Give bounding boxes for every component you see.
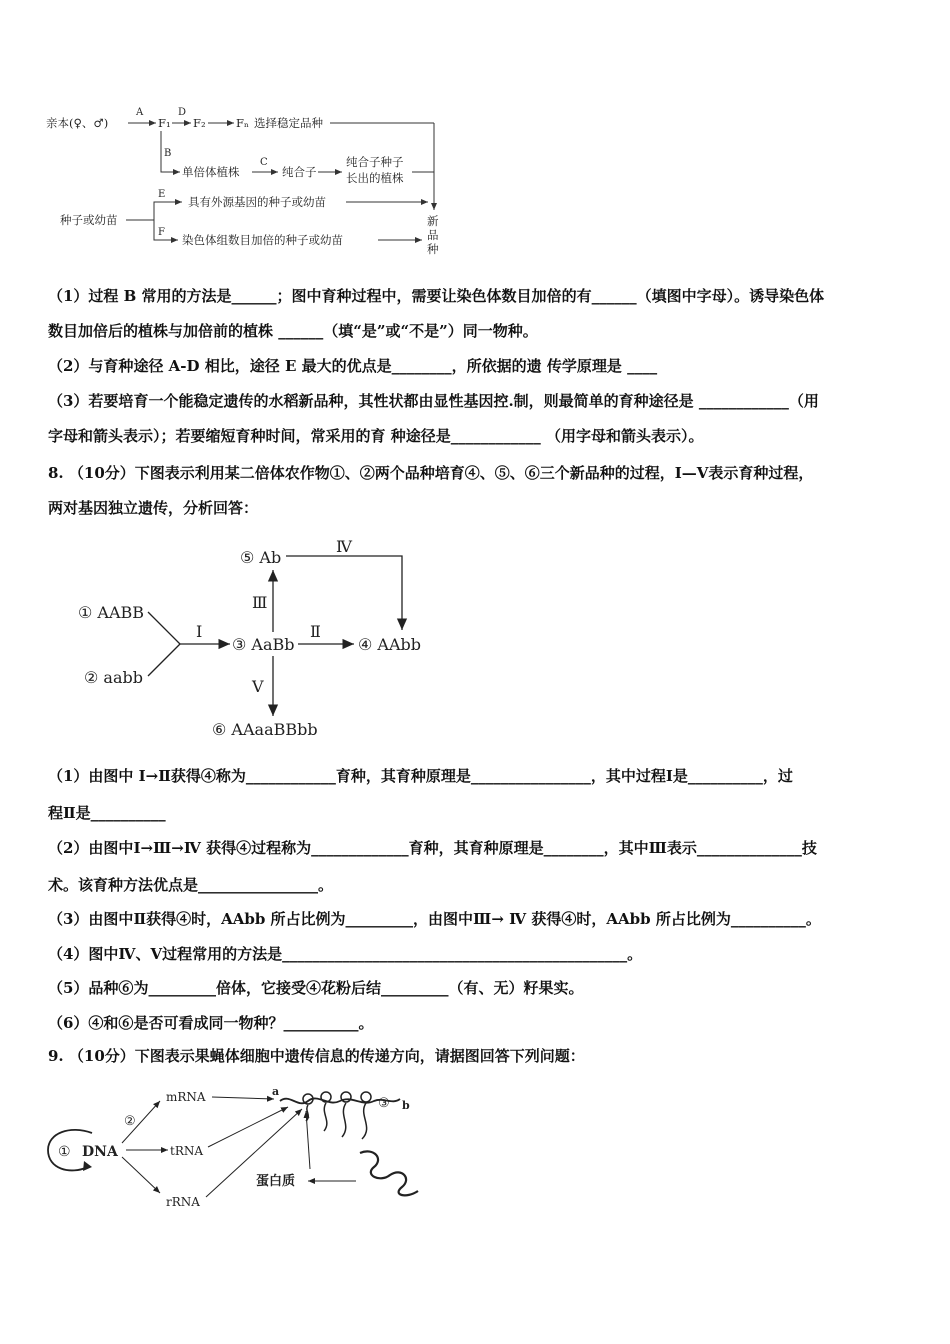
parent-label: 亲本(♀、♂) [46,116,109,130]
q8-line-1: （1）由图中 Ⅰ→Ⅱ获得④称为____________育种，其育种原理是________________，其中过程Ⅰ是__________，过 [48,767,793,785]
label-a: a [272,1085,280,1098]
label-C: C [260,157,268,168]
node-AaBb: ③ AaBb [232,635,295,654]
genotype-breeding-diagram [70,530,440,745]
q8-line-6: （4）图中Ⅳ、Ⅴ过程常用的方法是______________________________________________。 [48,945,643,963]
node-Ab: ⑤ Ab [240,548,282,567]
label-I: Ⅰ [196,622,203,641]
cross-line-lower [148,644,180,676]
ribosome-group [303,1092,371,1139]
new-variety-1: 新 [427,214,439,228]
label-IV: Ⅳ [336,537,352,556]
q7-line-1: （1）过程 B 常用的方法是______；图中育种过程中，需要让染色体数目加倍的有______（填图中字母）。诱导染色体 [48,287,825,305]
cross-line-upper [148,612,180,644]
node-AAbb: ④ AAbb [358,635,422,654]
label-circle-1: ① [58,1144,71,1160]
q9-title: 9. （10分）下图表示果蝇体细胞中遗传信息的传递方向，请据图回答下列问题： [48,1047,585,1065]
label-circle-2: ② [124,1114,136,1129]
label-F1: F₁ [158,116,171,130]
label-III: Ⅲ [252,593,268,612]
dna-label: DNA [82,1144,118,1160]
label-circle-3: ③ [378,1096,390,1111]
label-E: E [158,189,166,200]
q7-line-4: （3）若要培育一个能稳定遗传的水稻新品种，其性状都由显性基因控.制，则最简单的育种途径是 ____________（用 [48,392,819,410]
seed-label: 种子或幼苗 [60,213,118,227]
chrom-double-label: 染色体组数目加倍的种子或幼苗 [182,233,343,247]
q8-title-2: 两对基因独立遗传，分析回答： [48,499,259,517]
label-B: B [164,148,172,159]
q8-line-2: 程Ⅱ是__________ [48,804,166,822]
label-b: b [402,1099,410,1112]
select-stable-label: 选择稳定品种 [254,116,323,130]
q8-line-4: 术。该育种方法优点是________________。 [48,876,334,894]
pure-seed-label-2: 长出的植株 [346,171,404,185]
trna-label: tRNA [170,1144,204,1158]
node-aabb-parent1: ① AABB [78,603,145,622]
label-F2: F₂ [193,116,206,130]
q8-line-5: （3）由图中Ⅱ获得④时，AAbb 所占比例为_________，由图中Ⅲ→ Ⅳ 获得④时，AAbb 所占比例为__________。 [48,910,821,928]
q7-line-5: 字母和箭头表示）；若要缩短育种时间，常采用的育 种途径是____________ （用字母和箭头表示）。 [48,427,704,445]
q8-line-8: （6）④和⑥是否可看成同一物种？__________。 [48,1014,374,1032]
breeding-pathway-diagram [40,100,460,265]
gene-expression-diagram [40,1075,440,1220]
q7-line-3: （2）与育种途径 A-D 相比，途径 E 最大的优点是________，所依据的遗 传学原理是 ____ [48,357,658,375]
node-aabb-parent2: ② aabb [84,668,143,687]
mrna-label: mRNA [166,1090,206,1104]
q8-line-3: （2）由图中Ⅰ→Ⅲ→Ⅳ 获得④过程称为_____________育种，其育种原理是________，其中Ⅲ表示______________技 [48,839,817,857]
new-variety-2: 品 [427,228,439,242]
pure-seed-label-1: 纯合子种子 [346,155,404,169]
label-F: F [158,227,165,238]
arrow-IV [286,556,402,630]
arrow-mrna-to-ribosome [212,1097,274,1099]
q8-title-1: 8. （10分）下图表示利用某二倍体农作物①、②两个品种培育④、⑤、⑥三个新品种的过程，Ⅰ—Ⅴ表示育种过程， [48,464,814,482]
label-Fn: Fₙ [236,116,249,130]
pure-label: 纯合子 [282,165,317,179]
branch-E [154,202,182,220]
rrna-label: rRNA [166,1195,200,1209]
label-V: Ⅴ [252,677,264,696]
foreign-gene-label: 具有外源基因的种子或幼苗 [188,195,326,209]
label-A: A [136,107,144,118]
new-variety-3: 种 [427,242,439,256]
label-D: D [178,107,187,118]
node-AAaaBBbb: ⑥ AAaaBBbb [212,720,318,739]
label-II: Ⅱ [310,622,321,641]
protein-chain [360,1151,418,1195]
q8-line-7: （5）品种⑥为_________倍体，它接受④花粉后结_________（有、无）籽果实。 [48,979,584,997]
replication-loop-arrowhead [83,1161,92,1171]
arrow-to-rrna [122,1157,160,1193]
q7-line-2: 数目加倍后的植株与加倍前的植株 ______（填“是”或“不是”）同一物种。 [48,322,538,340]
haploid-label: 单倍体植株 [182,165,240,179]
arrow-trna-to-ribosome [208,1107,288,1147]
protein-label: 蛋白质 [256,1174,296,1189]
